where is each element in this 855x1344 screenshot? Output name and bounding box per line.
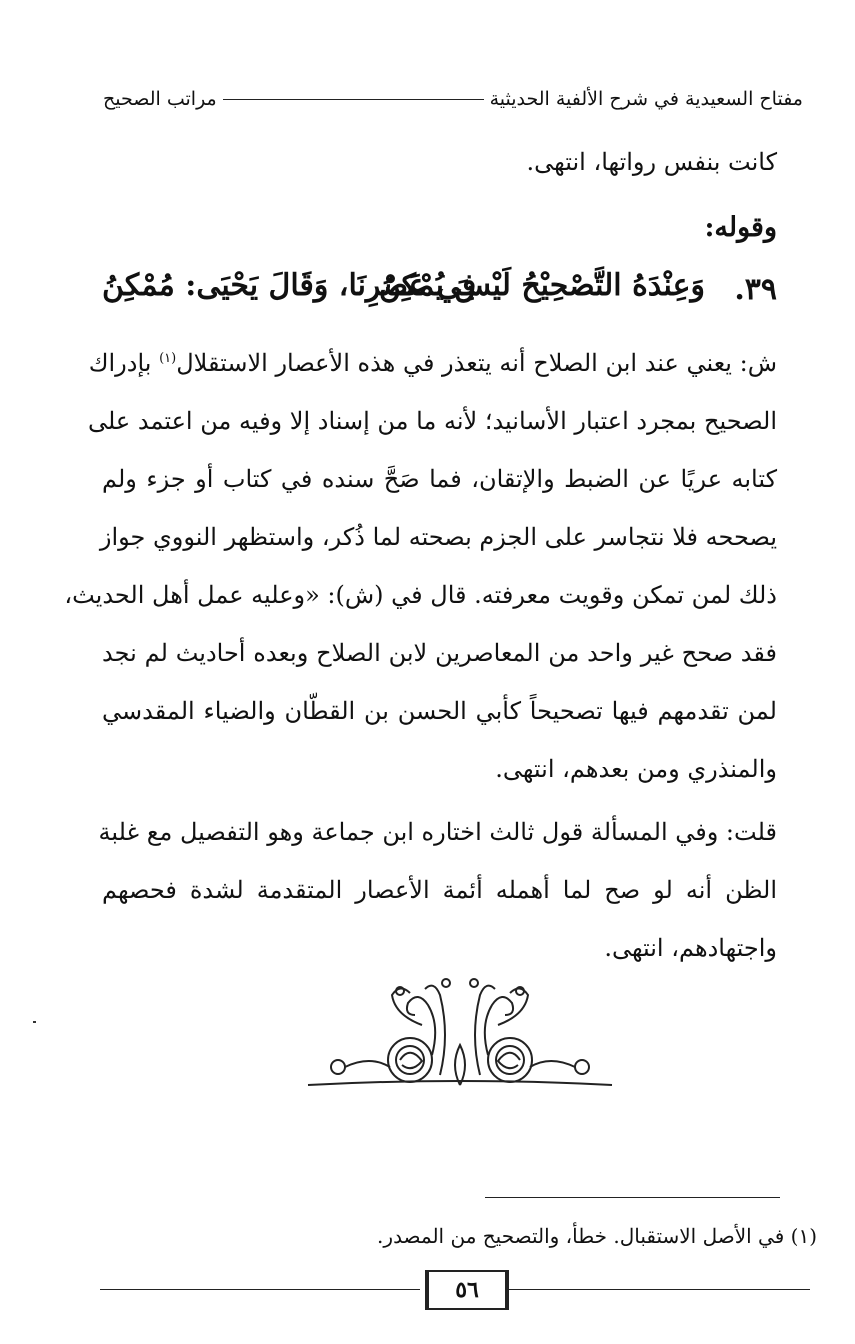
verse-hemistich-2: فِي عَصْرِنَا، وَقَالَ يَحْيَى: مُمْكِنُ <box>102 268 477 303</box>
footer-rule-right <box>505 1289 810 1290</box>
commentary-line: ذلك لمن تمكن وقويت معرفته. قال في (ش): «وعليه عمل أهل الحديث، <box>64 581 777 609</box>
floral-ornament-icon <box>300 975 620 1095</box>
commentary-text: ش: يعني عند ابن الصلاح أنه يتعذر في هذه الأعصار الاستقلال <box>176 349 777 377</box>
running-header <box>103 84 803 114</box>
verse-hemistich-1: وَعِنْدَهُ التَّصْحِيْحُ لَيْسَ يُمْكِنُ <box>378 268 705 303</box>
page-number: ٥٦ <box>425 1270 509 1310</box>
remark-line: الظن أنه لو صح لما أهمله أئمة الأعصار المتقدمة لشدة فحصهم <box>102 876 778 904</box>
footnote: (١) في الأصل الاستقبال. خطأ، والتصحيح من المصدر. <box>377 1224 817 1248</box>
footnote-separator <box>485 1197 780 1198</box>
commentary-line: كتابه عريًا عن الضبط والإتقان، فما صَحَّ سنده في كتاب أو جزء ولم <box>102 465 777 493</box>
remark-line: واجتهادهم، انتهى. <box>604 934 777 962</box>
commentary-line: الصحيح بمجرد اعتبار الأسانيد؛ لأنه ما من إسناد إلا وفيه من اعتمد على <box>87 407 777 435</box>
text-line: كانت بنفس رواتها، انتهى. <box>526 148 777 176</box>
commentary-line <box>88 349 777 377</box>
commentary-text: بإدراك <box>88 349 160 377</box>
commentary-line: لمن تقدمهم فيها تصحيحاً كأبي الحسن بن القطّان والضياء المقدسي <box>102 697 777 725</box>
scan-speck <box>33 1021 36 1023</box>
commentary-line: يصححه فلا نتجاسر على الجزم بصحته لما ذُكر، واستظهر النووي جواز <box>99 523 777 551</box>
commentary-line: فقد صحح غير واحد من المعاصرين لابن الصلاح وبعده أحاديث لم نجد <box>102 639 777 667</box>
section-heading: وقوله: <box>704 212 777 243</box>
footer-rule-left <box>100 1289 420 1290</box>
verse-39 <box>102 268 777 312</box>
header-rule <box>223 99 484 100</box>
commentary-line: والمنذري ومن بعدهم، انتهى. <box>495 755 777 783</box>
chapter-title: مراتب الصحيح <box>103 88 217 110</box>
page-footer <box>100 1270 810 1310</box>
remark-line: قلت: وفي المسألة قول ثالث اختاره ابن جماعة وهو التفصيل مع غلبة <box>98 818 777 846</box>
footnote-reference[interactable]: (١) <box>159 351 177 366</box>
verse-number: ٣٩. <box>734 272 777 307</box>
book-title: مفتاح السعيدية في شرح الألفية الحديثية <box>489 88 803 110</box>
